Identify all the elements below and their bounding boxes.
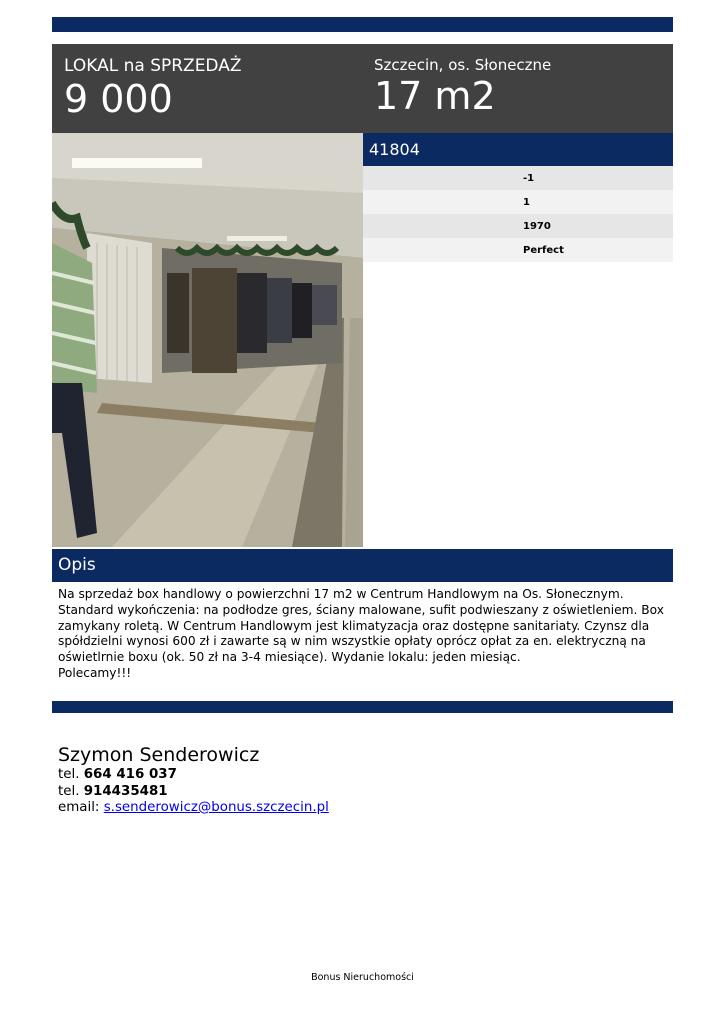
phone-number-1: 664 416 037	[83, 767, 177, 782]
param-row	[363, 214, 673, 238]
param-value: 1	[523, 197, 530, 208]
description-text: Na sprzedaż box handlowy o powierzchni 17 m2 w Centrum Handlowym na Os. Słonecznym. Standard wykończenia: na podłodze gres, ściany malowane, sufit podwieszany z oświetleniem. Box zamykany roletą. W Centrum Handlowym jest klimatyzacja oraz dostępne sanitariaty. Czynsz dla spółdzielni wynosi 600 zł i zawarte są w nim wszystkie opłaty oprócz opłat za en. elektryczną na oświetlrnie boxu (ok. 50 zł na 3-4 miesiące). Wydanie lokalu: jeden miesiąc. Polecamy!!!	[58, 587, 664, 680]
header-right	[374, 56, 551, 118]
phone-line-2	[58, 784, 329, 801]
listing-type: LOKAL na SPRZEDAŻ	[64, 56, 242, 76]
email-label: email:	[58, 800, 100, 815]
offer-id: 41804	[369, 140, 420, 159]
offer-id-bar	[363, 133, 673, 166]
params-table	[363, 166, 673, 262]
email-line	[58, 800, 329, 817]
listing-price: 9 000	[64, 77, 173, 121]
param-row	[363, 190, 673, 214]
listing-location: Szczecin, os. Słoneczne	[374, 56, 552, 74]
param-row	[363, 238, 673, 262]
tel-label: tel.	[58, 783, 80, 799]
param-row	[363, 166, 673, 190]
phone-line-1	[58, 767, 329, 784]
top-divider-bar	[52, 17, 673, 32]
email-link[interactable]: s.senderowicz@bonus.szczecin.pl	[103, 800, 329, 815]
phone-number-2: 914435481	[83, 783, 168, 799]
agent-name: Szymon Senderowicz	[58, 744, 260, 766]
param-value: -1	[523, 173, 535, 184]
listing-header	[52, 44, 673, 133]
agent-contact	[58, 743, 329, 817]
section-divider-bar	[52, 701, 673, 713]
param-value: 1970	[523, 221, 551, 232]
tel-label: tel.	[58, 767, 80, 782]
param-value: Perfect	[523, 245, 564, 256]
footer-company: Bonus Nieruchomości	[311, 972, 414, 983]
header-left	[64, 56, 242, 121]
description-title: Opis	[58, 555, 96, 575]
property-photo	[52, 133, 363, 547]
listing-area: 17 m2	[374, 74, 496, 118]
description-header	[52, 549, 673, 582]
